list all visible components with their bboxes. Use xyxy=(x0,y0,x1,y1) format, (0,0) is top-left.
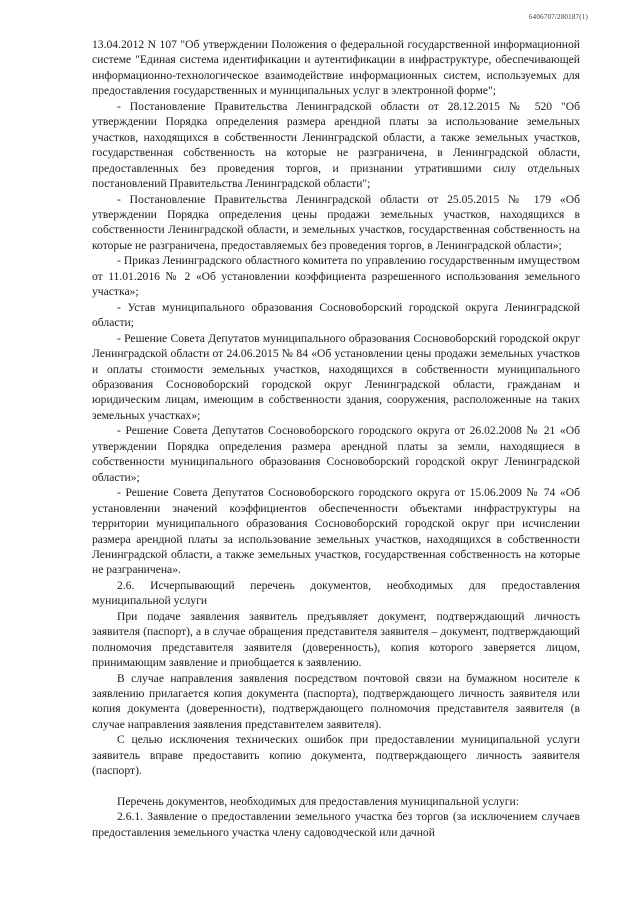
paragraph-order-2: - Приказ Ленинградского областного комитета по управлению государственным имуществом от 11.01.2016 № 2 «Об установлении коэффициента разрешенного использования земельного участка»; xyxy=(92,254,580,299)
paragraph-charter: - Устав муниципального образования Сосновоборский городской округа Ленинградской области; xyxy=(92,300,580,330)
paragraph-documents-list-intro: Перечень документов, необходимых для предоставления муниципальной услуги: xyxy=(117,794,519,808)
paragraph-technical-errors: С целью исключения технических ошибок при предоставлении муниципальной услуги заявитель вправе предоставить копию документа, подтверждающего личность заявителя (паспорт). xyxy=(92,733,580,778)
paragraph-identity-document: При подаче заявления заявитель предъявляет документ, подтверждающий личность заявителя (паспорт), а в случае обращения представителя заявителя – документ, подтверждающий полномочия представителя заявителя (доверенность), копия которого заверяется лицом, принимающим заявление и приобщается к заявлению. xyxy=(92,609,580,670)
paragraph-resolution-179: - Постановление Правительства Ленинградской области от 25.05.2015 № 179 «Об утверждении Порядка определения цены продажи земельных участков, находящихся в собственности Ленинградской области, и земельных участков, государственная собственность на которые не разграничена, предоставляемых без проведения торгов, в Ленинградской области»; xyxy=(92,192,580,252)
paragraph-postal-submission: В случае направления заявления посредством почтовой связи на бумажном носителе к заявлению прилагается копия документа (паспорта), подтверждающего личность заявителя или копия документа (доверенности), подтверждающего полномочия представителя заявителя (в случае направления заявления представителем заявителя). xyxy=(92,671,580,731)
paragraph-decision-74: - Решение Совета Депутатов Сосновоборского городского округа от 15.06.2009 № 74 «Об установлении значений коэффициентов обеспеченности объектами инфраструктуры на территории муниципального образования Сосновоборский городской округ при исчислении размера арендной платы за использование земельных участков, находящихся в собственности Ленинградской области, а также земельных участков, государственная собственность на которые не разграничена». xyxy=(92,486,580,577)
paragraph-decision-21: - Решение Совета Депутатов Сосновоборского городского округа от 26.02.2008 № 21 «Об утверждении Порядка определения размера арендной платы за земли, находящиеся в собственности муниципального образования Сосновоборский городской округ Ленинградской области»; xyxy=(92,424,580,484)
section-heading-2-6: 2.6. Исчерпывающий перечень документов, необходимых для предоставления муниципальной услуги xyxy=(92,578,580,608)
document-body xyxy=(92,37,580,840)
document-code: 6406707/280187(1) xyxy=(528,13,588,21)
paragraph-2-6-1: 2.6.1. Заявление о предоставлении земельного участка без торгов (за исключением случаев предоставления земельного участка члену садоводческой или дачной xyxy=(92,810,580,839)
paragraph-decree-107: 13.04.2012 N 107 "Об утверждении Положения о федеральной государственной информационной системе "Единая система идентификации и аутентификации в инфраструктуре, обеспечивающей информационно-технологическое взаимодействие информационных систем, используемых для предоставления государственных и муниципальных услуг в электронной форме"; xyxy=(92,38,580,98)
paragraph-decision-84: - Решение Совета Депутатов муниципального образования Сосновоборский городской округ Ленинградской области от 24.06.2015 № 84 «Об установлении цены продажи земельных участков и оплаты стоимости земельных участков, находящихся в собственности муниципального образования Сосновоборский городской округ Ленинградской области, гражданам и юридическим лицам, имеющим в собственности здания, сооружения, расположенные на таких земельных участках»; xyxy=(92,331,580,422)
paragraph-resolution-520: - Постановление Правительства Ленинградской области от 28.12.2015 № 520 "Об утверждении Порядка определения размера арендной платы за использование земельных участков, находящихся в собственности Ленинградской области, а также земельных участков, государственная собственность на которые не разграничена, в Ленинградской области, предоставленных без проведения торгов, и признании утратившими силу отдельных постановлений Правительства Ленинградской области"; xyxy=(92,99,580,191)
